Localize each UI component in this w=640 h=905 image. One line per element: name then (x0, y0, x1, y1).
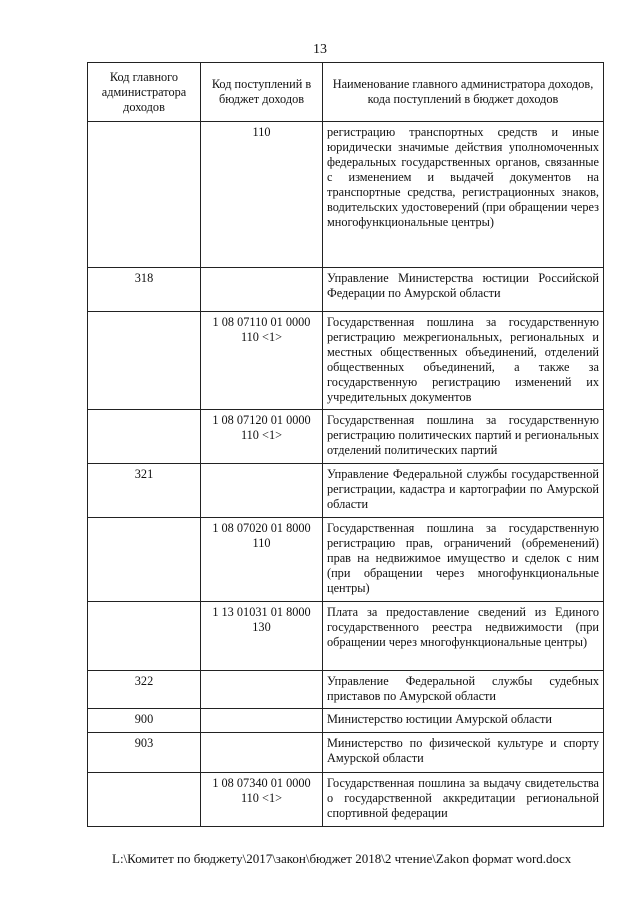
name-cell: Управление Федеральной службы государственной регистрации, кадастра и картографии по Амурской области (323, 464, 604, 518)
name-cell: Плата за предоставление сведений из Единого государственного реестра недвижимости (при обращении через многофункциональные центры) (323, 602, 604, 671)
table-row (88, 733, 604, 773)
table-row (88, 518, 604, 602)
admin-code-cell: 900 (88, 709, 201, 733)
income-code-cell: 1 08 07340 01 0000 110 <1> (201, 773, 323, 827)
admin-code-cell (88, 602, 201, 671)
name-cell: Государственная пошлина за государственную регистрацию политических партий и региональных отделений политических партий (323, 410, 604, 464)
income-code-cell: 110 (201, 122, 323, 268)
table-row (88, 709, 604, 733)
table-row (88, 671, 604, 709)
name-cell: Государственная пошлина за государственную регистрацию межрегиональных, региональных и местных общественных объединений, отделений общественных объединений, а также за государственную регистрацию изменений их учредительных документов (323, 312, 604, 410)
header-name: Наименование главного администратора доходов, кода поступлений в бюджет доходов (323, 63, 604, 122)
table-row (88, 312, 604, 410)
admin-code-cell (88, 773, 201, 827)
admin-code-cell (88, 410, 201, 464)
name-cell: Управление Федеральной службы судебных приставов по Амурской области (323, 671, 604, 709)
admin-code-cell: 318 (88, 268, 201, 312)
table-row (88, 602, 604, 671)
name-cell: Государственная пошлина за выдачу свидетельства о государственной аккредитации региональной спортивной федерации (323, 773, 604, 827)
budget-table (87, 62, 604, 827)
page-number: 13 (313, 42, 327, 57)
name-cell: регистрацию транспортных средств и иные юридически значимые действия уполномоченных федеральных государственных органов, связанные с изменением и выдачей документов на транспортные средства, регистрационных знаков, водительских удостоверений (при обращении через многофункциональные центры) (323, 122, 604, 268)
admin-code-cell (88, 312, 201, 410)
name-cell: Управление Министерства юстиции Российской Федерации по Амурской области (323, 268, 604, 312)
table-row (88, 122, 604, 268)
admin-code-cell (88, 518, 201, 602)
name-cell: Министерство по физической культуре и спорту Амурской области (323, 733, 604, 773)
table-row (88, 464, 604, 518)
income-code-cell: 1 08 07120 01 0000 110 <1> (201, 410, 323, 464)
income-code-cell (201, 268, 323, 312)
header-admin-code: Код главного администратора доходов (88, 63, 201, 122)
income-code-cell (201, 733, 323, 773)
admin-code-cell: 903 (88, 733, 201, 773)
table-row (88, 773, 604, 827)
table-row (88, 268, 604, 312)
table-header-row (88, 63, 604, 122)
file-path-footer: L:\Комитет по бюджету\2017\закон\бюджет 2018\2 чтение\Zakon формат word.docx (112, 851, 572, 866)
income-code-cell: 1 08 07020 01 8000 110 (201, 518, 323, 602)
name-cell: Государственная пошлина за государственную регистрацию прав, ограничений (обременений) прав на недвижимое имущество и сделок с ним (при обращении через многофункциональные центры) (323, 518, 604, 602)
admin-code-cell: 322 (88, 671, 201, 709)
table-row (88, 410, 604, 464)
income-code-cell (201, 671, 323, 709)
income-code-cell (201, 709, 323, 733)
income-code-cell: 1 13 01031 01 8000 130 (201, 602, 323, 671)
name-cell: Министерство юстиции Амурской области (323, 709, 604, 733)
admin-code-cell (88, 122, 201, 268)
income-code-cell: 1 08 07110 01 0000 110 <1> (201, 312, 323, 410)
header-income-code: Код поступлений в бюджет доходов (201, 63, 323, 122)
admin-code-cell: 321 (88, 464, 201, 518)
income-code-cell (201, 464, 323, 518)
